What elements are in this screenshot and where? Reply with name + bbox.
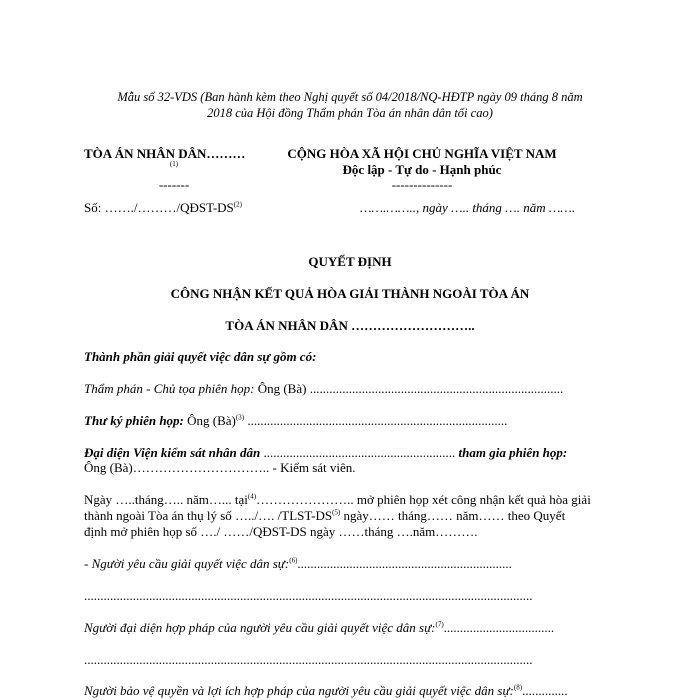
- clerk-label: Thư ký phiên họp:: [84, 413, 184, 428]
- rights-protector-line: [84, 683, 568, 699]
- document-title: QUYẾT ĐỊNH: [308, 254, 392, 269]
- legal-representative-footnote-ref: (7): [435, 620, 444, 629]
- form-reference-line-1: Mẫu số 32-VDS (Ban hành kèm theo Nghị quyết số 04/2018/NQ-HĐTP ngày 09 tháng 8 năm: [117, 90, 583, 104]
- composition-heading: Thành phần giải quyết việc dân sự gồm có:: [84, 349, 317, 364]
- requester-continuation-dots: ..........................................................................................................................................: [84, 588, 533, 603]
- legal-representative-continuation-dots: ..........................................................................................................................................: [84, 652, 533, 667]
- procuracy-dots: ...........................................................: [260, 445, 459, 460]
- clerk-footnote-ref: (3): [235, 413, 245, 422]
- session-line-2-b: ngày…… tháng…… năm…… theo Quyết: [340, 508, 566, 523]
- issuing-court-line: TÒA ÁN NHÂN DÂN ………………………..: [225, 318, 475, 333]
- court-name: TÒA ÁN NHÂN DÂN………: [84, 146, 246, 161]
- requester-footnote-ref: (6): [289, 556, 298, 565]
- document-subtitle: CÔNG NHẬN KẾT QUẢ HÒA GIẢI THÀNH NGOÀI TÒA ÁN: [170, 286, 530, 301]
- case-number-footnote-ref: (5): [332, 508, 341, 517]
- requester-label: - Người yêu cầu giải quyết việc dân sự:: [84, 556, 290, 571]
- session-paragraph-line-1: [84, 492, 591, 508]
- clerk-value: Ông (Bà): [183, 413, 236, 428]
- decision-number-text: Số: ……./………/QĐST-DS: [84, 200, 234, 215]
- form-reference-line-2: 2018 của Hội đồng Thẩm phán Tòa án nhân dân tối cao): [207, 106, 493, 120]
- country-name: CỘNG HÒA XÃ HỘI CHỦ NGHĨA VIỆT NAM: [287, 146, 557, 161]
- legal-representative-dots: ..................................: [443, 620, 555, 635]
- session-line-1-b: ………………….. mở phiên họp xét công nhận kết quả hòa giải: [256, 492, 591, 507]
- judge-value: Ông (Bà) ..............................................................................: [254, 381, 564, 396]
- requester-dots: ..................................................................: [297, 556, 512, 571]
- procuracy-tail: tham gia phiên họp:: [458, 445, 568, 460]
- clerk-dots: ................................................................................: [244, 413, 508, 428]
- session-paragraph-line-3: định mở phiên họp số …./ ……/QĐST-DS ngày ……tháng ….năm……….: [84, 524, 478, 539]
- rights-protector-footnote-ref: (8): [513, 683, 523, 692]
- requester-line: [84, 556, 512, 572]
- right-header-divider: --------------: [391, 177, 453, 192]
- national-motto: Độc lập - Tự do - Hạnh phúc: [342, 162, 502, 177]
- judge-label: Thẩm phán - Chủ tọa phiên họp:: [84, 381, 255, 396]
- place-date-line: …….…….., ngày ….. tháng …. năm …….: [360, 200, 576, 215]
- left-header-divider: -------: [158, 177, 190, 192]
- procuracy-line: [84, 445, 567, 461]
- judge-line: [84, 381, 563, 397]
- session-paragraph-line-2: [84, 508, 565, 524]
- session-line-1-a: Ngày …..tháng….. năm…... tại: [84, 492, 248, 507]
- legal-representative-label: Người đại diện hợp pháp của người yêu cầu giải quyết việc dân sự:: [84, 620, 436, 635]
- decision-number: [84, 200, 242, 216]
- procuracy-label: Đại diện Viện kiểm sát nhân dân: [84, 445, 261, 460]
- session-place-footnote-ref: (4): [247, 492, 257, 501]
- court-footnote-ref: (1): [169, 160, 179, 168]
- session-line-2-a: thành ngoài Tòa án thụ lý số …../…. /TLST-DS: [84, 508, 333, 523]
- procurator-person: Ông (Bà)………………………….. - Kiểm sát viên.: [84, 460, 356, 475]
- decision-number-footnote-ref: (2): [233, 200, 242, 209]
- clerk-line: [84, 413, 507, 429]
- rights-protector-dots: ..............: [522, 683, 568, 698]
- rights-protector-label: Người bảo vệ quyền và lợi ích hợp pháp của người yêu cầu giải quyết việc dân sự:: [84, 683, 514, 698]
- legal-representative-line: [84, 620, 554, 636]
